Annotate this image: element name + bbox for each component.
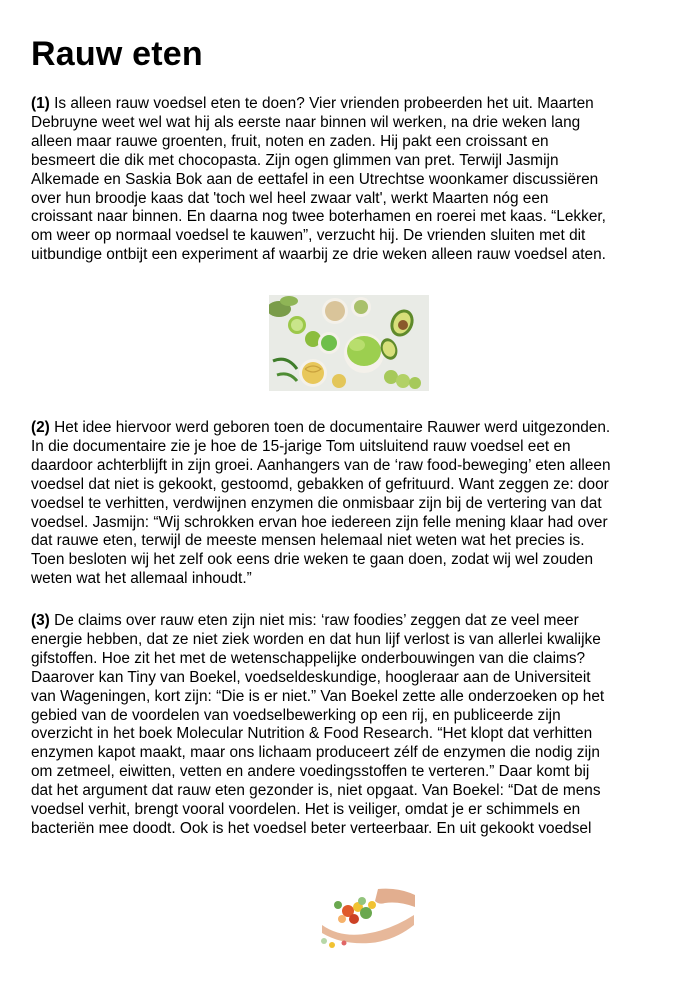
paragraph-line: Alkemade en Saskia Bok aan de eettafel in een Utrechtse woonkamer discussiëren xyxy=(31,170,599,188)
paragraph-line: gifstoffen. Hoe zit het met de wetenschappelijke onderbouwingen van die claims? xyxy=(31,649,586,667)
paragraph-line: alleen maar rauwe groenten, fruit, noten en zaden. Hij pakt een croissant en xyxy=(31,132,549,150)
paragraph-line: over hun broodje kaas dat 'toch wel heel zwaar valt', werkt Maarten nóg een xyxy=(31,189,549,207)
paragraph-number: (2) xyxy=(31,419,50,436)
paragraph-line: energie hebben, dat ze niet ziek worden en dat hun lijf verlost is van allerlei kwalijke xyxy=(31,630,601,648)
paragraph-line: daardoor achterblijft in zijn groei. Aanhangers van de ‘raw food-beweging’ eten alleen xyxy=(31,456,611,474)
paragraph-line: dat rauwe eten, terwijl de meeste mensen helemaal niet weten wat het precies is. xyxy=(31,532,585,550)
paragraph-number: (1) xyxy=(31,95,50,112)
paragraph-text: Het idee hiervoor werd geboren toen de documentaire Rauwer werd uitgezonden. xyxy=(49,419,611,436)
paragraph-line: uitbundige ontbijt een experiment af waarbij ze drie weken alleen rauw voedsel aten. xyxy=(31,246,606,264)
paragraph-1 xyxy=(31,95,665,265)
paragraph-line xyxy=(31,95,665,114)
paragraph-text: De claims over rauw eten zijn niet mis: ‘raw foodies’ zeggen dat ze veel meer xyxy=(49,612,579,629)
paragraph-line: enzymen kapot maakt, maar ons lichaam produceert zélf de enzymen die nodig zijn xyxy=(31,744,600,762)
paragraph-line: croissant naar binnen. En daarna nog twee boterhamen en roerei met kaas. “Lekker, xyxy=(31,208,606,226)
paragraph-line: Toen besloten wij het zelf ook eens drie weken te gaan doen, zodat wij wel zouden xyxy=(31,551,594,569)
paragraph-line: overzicht in het boek Molecular Nutrition & Food Research. “Het klopt dat verhitten xyxy=(31,725,593,743)
paragraph-line: gebied van de voordelen van voedselbewerking op een rij, en publiceerde zijn xyxy=(31,706,561,724)
paragraph-line: om zetmeel, eiwitten, vetten en andere voedingsstoffen te verteren.” Daar komt bij xyxy=(31,763,590,781)
paragraph-line: In die documentaire zie je hoe de 15-jarige Tom uitsluitend rauw voedsel eet en xyxy=(31,437,571,455)
paragraph-line: voedsel. Jasmijn: “Wij schrokken ervan hoe iedereen zijn felle mening klaar had over xyxy=(31,513,608,531)
paragraph-line xyxy=(31,419,665,438)
paragraph-line: voedsel verhit, brengt vooral voordelen. Het is veiliger, omdat je er schimmels en xyxy=(31,801,581,819)
paragraph-line: voedsel te verhitten, verdwijnen enzymen die onmisbaar zijn bij de vertering van dat xyxy=(31,494,602,512)
paragraph-line: dat het argument dat rauw eten gezonder is, niet opgaat. Van Boekel: “Dat de mens xyxy=(31,782,601,800)
paragraph-3 xyxy=(31,612,665,839)
paragraph-text: Is alleen rauw voedsel eten te doen? Vier vrienden probeerden het uit. Maarten xyxy=(49,95,594,112)
raw-food-photo xyxy=(269,295,429,391)
paragraph-2 xyxy=(31,419,665,589)
paragraph-line: bacteriën mee doodt. Ook is het voedsel beter verteerbaar. En uit gekookt voedsel xyxy=(31,819,592,837)
paragraph-line: weten wat het allemaal inhoudt.” xyxy=(31,570,252,588)
paragraph-line: Daarover kan Tiny van Boekel, voedseldeskundige, hoogleraar aan de Universiteit xyxy=(31,668,591,686)
paragraph-line: om weer op normaal voedsel te kauwen”, verzucht hij. De vrienden sluiten met dit xyxy=(31,227,586,245)
paragraph-line: voedsel dat niet is gekookt, gestoomd, gebakken of gefrituurd. Want zeggen ze: door xyxy=(31,475,609,493)
paragraph-line: van Wageningen, kort zijn: “Die is er niet.” Van Boekel zette alle onderzoeken op het xyxy=(31,687,605,705)
paragraph-line: Debruyne weet wel wat hij als eerste naar binnen wil werken, na drie weken lang xyxy=(31,113,581,131)
article-title: Rauw eten xyxy=(31,35,203,73)
hands-with-vegetables-photo xyxy=(318,885,415,950)
paragraph-line: besmeert die dik met chocopasta. Zijn ogen glimmen van pret. Terwijl Jasmijn xyxy=(31,151,559,169)
paragraph-line xyxy=(31,612,665,631)
paragraph-number: (3) xyxy=(31,612,50,629)
